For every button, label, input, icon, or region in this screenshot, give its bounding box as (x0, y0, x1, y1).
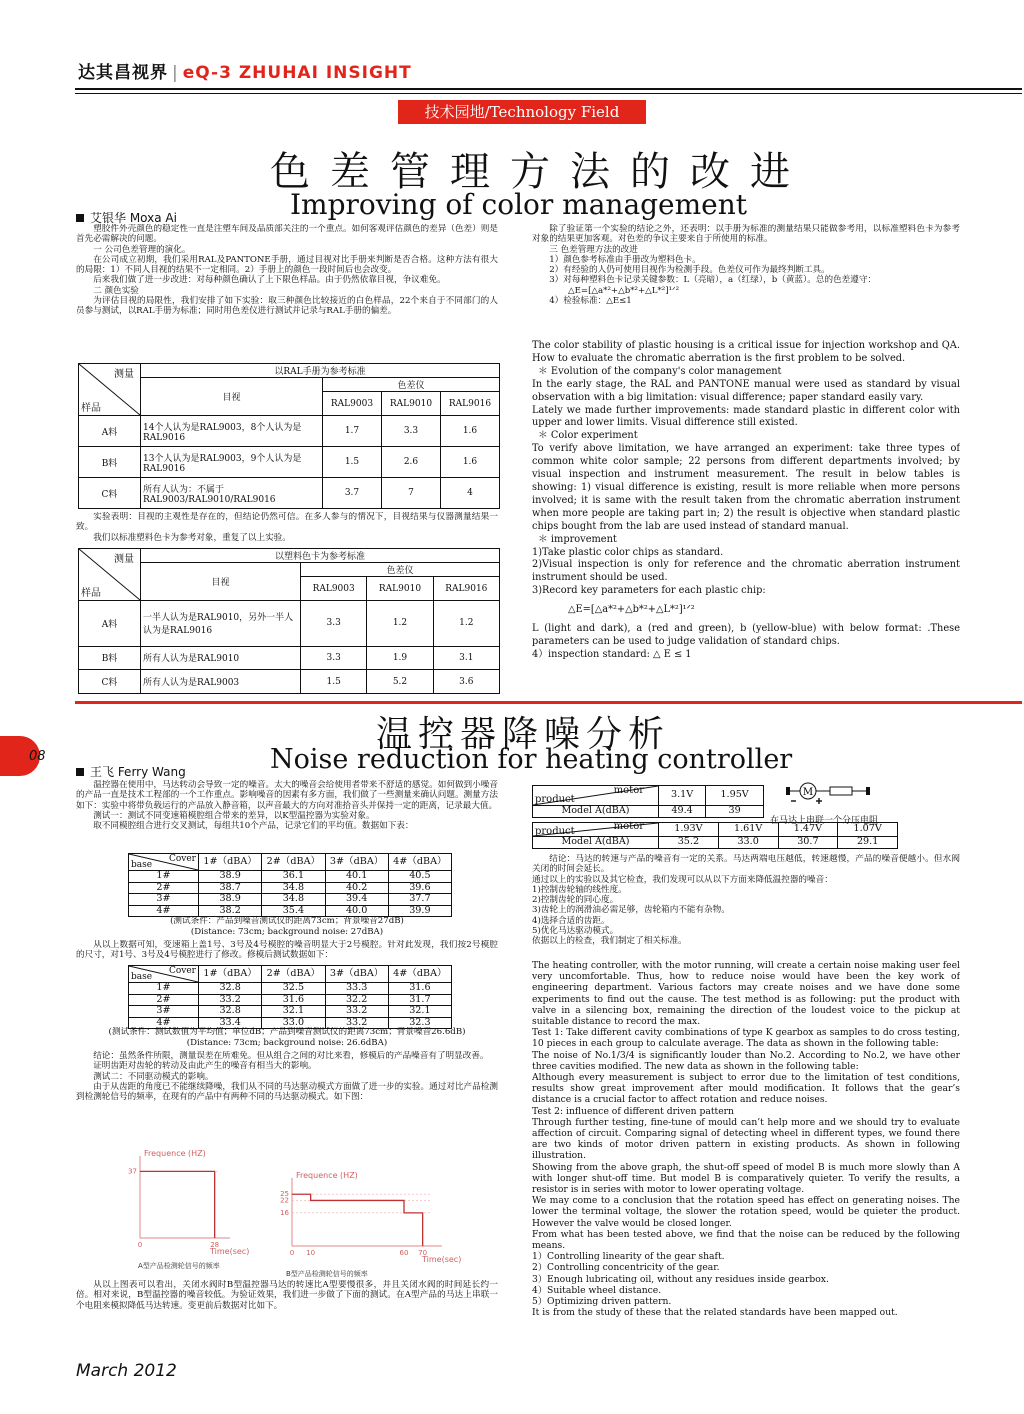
table-row (129, 882, 452, 894)
series-line (292, 1194, 423, 1246)
row-label: 3# (129, 1006, 199, 1018)
paragraph: 除了验证第一个实验的结论之外，还表明：以手册为标准的测量结果只能做参考用，以标准塑料色卡为参考对象的结果更加客观。对色差的争议主要来自于所使用的标准。 (532, 224, 960, 245)
row-label: 1# (129, 871, 199, 883)
visual-cell: 所有人认为是RAL9010 (141, 646, 301, 670)
table-row (129, 894, 452, 906)
corner-bottom-label: product (535, 825, 575, 837)
value-cell: 1.6 (441, 447, 500, 478)
row-label: 2# (129, 994, 199, 1006)
terminal-right (866, 787, 870, 795)
corner-top-label: 测量 (114, 369, 134, 380)
row-label: 3# (129, 894, 199, 906)
list-item: 4）Suitable wheel distance. (532, 1284, 662, 1296)
x-tick-label: 10 (306, 1249, 316, 1257)
header-rule-thin (75, 93, 1022, 94)
article2-cn-left-4 (76, 1280, 498, 1324)
paragraph: 实验表明：目视的主观性是存在的，但结论仍然可信。在多人参与的情况下，目视结果与仪器测量结果一致。 (76, 512, 498, 533)
row-label: 2# (129, 882, 199, 894)
corner-top-label: Cover (168, 966, 196, 976)
article2-cn-left-1 (76, 780, 498, 852)
paragraph: To verify above limitation, we have arranged an experiment: take three types of common white color sample; 22 persons from different departments involved; by visual inspection and instrument measurement. The result in below tables is showing: 1) visual difference is existing, result is more reliable when more persons involved; it is same with the result taken from the chromatic aberration instrument when more people are taking part in; 2) the result is objective when standard plastic chips bought from the lab are used instead of standard manual. (532, 443, 960, 532)
x-axis-label: Time(sec) (422, 1255, 462, 1264)
visual-cell: 14个人认为是RAL9003，8个人认为是RAL9016 (141, 416, 323, 447)
value-cell: 32.1 (388, 1006, 451, 1018)
value-cell: 39.4 (325, 894, 388, 906)
x-tick-label: 0 (137, 1241, 143, 1249)
value-cell: 33.0 (718, 837, 778, 849)
value-cell: 38.2 (199, 905, 262, 917)
value-cell: 33.4 (199, 1017, 262, 1029)
list-item: 3)Record key parameters for each plastic chip: (532, 585, 766, 597)
heading: ＊ Color experiment (538, 430, 638, 442)
value-cell: 33.0 (262, 1017, 325, 1029)
note-a-cn: (测试条件：产品到噪音测试仪的距离73cm；背景噪音27dB) (170, 916, 404, 926)
col-header: 3#（dBA） (325, 854, 388, 871)
heading: 一 公司色差管理的演化。 (93, 244, 191, 255)
corner-bottom-label: 样品 (81, 588, 101, 599)
meter-header: 色差仪 (301, 563, 500, 577)
x-tick-label: 60 (399, 1249, 409, 1257)
header-divider: | (172, 63, 179, 83)
paragraph: Test 2: influence of different driven pattern (532, 1105, 734, 1117)
value-cell: 33.2 (325, 1006, 388, 1018)
note-a-en: (Distance: 73cm; background noise: 27dBA) (190, 927, 384, 937)
article2-cn-left-2 (76, 940, 498, 964)
article2-title-en: Noise reduction for heating controller (270, 744, 793, 775)
col-header: 1#（dBA） (199, 966, 262, 983)
visual-cell: 一半人认为是RAL9010，另外一半人认为是RAL9016 (141, 601, 301, 647)
paragraph: 后来我们做了进一步改进：对每种颜色确认了上下限色样品。由于仍然依靠目视，争议难免。 (93, 275, 446, 286)
col-header: 1.07V (838, 823, 898, 837)
group-header: 以塑料色卡为参考标准 (141, 549, 500, 563)
table-row (533, 837, 898, 849)
chart-caption: B型产品检测轮信号的频率 (286, 1270, 368, 1278)
article1-title-cn: 色差管理方法的改进 (270, 149, 810, 195)
value-cell: 5.2 (367, 670, 433, 694)
meter-header: 色差仪 (323, 378, 500, 392)
value-cell: 1.5 (323, 447, 382, 478)
list-item: 1）Controlling linearity of the gear shaft. (532, 1251, 725, 1263)
value-cell: 39 (706, 806, 764, 818)
magazine-header (78, 58, 778, 82)
article2-title-cn: 温控器降噪分析 (376, 714, 671, 755)
table-row (129, 905, 452, 917)
table-ral-manual (78, 363, 500, 509)
table-voltage-1 (532, 785, 764, 818)
visual-cell: 所有人认为是RAL9003 (141, 670, 301, 694)
table-corner (129, 966, 199, 983)
value-cell: 38.7 (199, 882, 262, 894)
y-tick-label: 16 (280, 1208, 289, 1217)
header-rule (75, 88, 1022, 90)
formula: △E=[△a*²+△b*²+△L*²]¹ᐟ² (568, 604, 695, 616)
col-header: RAL9016 (441, 392, 500, 416)
article2-author: 王飞 Ferry Wang (76, 763, 186, 780)
value-cell: 40.1 (325, 871, 388, 883)
article2-en-right (532, 960, 960, 1324)
article-divider (75, 701, 1022, 704)
value-cell: 3.6 (433, 670, 499, 694)
table-row (129, 871, 452, 883)
y-tick-label: 25 (280, 1190, 289, 1199)
paragraph: 由于从齿距的角度已不能继续降噪，我们从不同的马达驱动模式方面做了进一步的实验。通过对比产品检测到检测轮信号的频率，在现有的产品中有两种不同的马达驱动模式。如下图： (76, 1081, 498, 1103)
brand-cn: 达其昌视界 (78, 63, 168, 83)
value-cell: 32.3 (388, 1017, 451, 1029)
issue-date: March 2012 (76, 1361, 177, 1381)
x-axis-label: Time(sec) (210, 1247, 250, 1256)
sample-cell: A料 (79, 416, 141, 447)
list-item: 2）Controlling concentricity of the gear. (532, 1262, 720, 1274)
row-label: Model A(dBA) (533, 837, 659, 849)
value-cell: 32.5 (262, 983, 325, 995)
paragraph: 结论：马达的转速与产品的噪音有一定的关系。马达两端电压越低，转速越慢，产品的噪音便越小。但水阀关闭的时间会延长。 (532, 854, 960, 875)
value-cell: 39.6 (388, 882, 451, 894)
paragraph: Showing from the above graph, the shut-off speed of model B is much more slowly than A with longer shut-off time. But model B is comparatively quieter. To verify the results, a resistor is in series with motor to lower operating voltage. (532, 1161, 960, 1196)
article2-cn-left-3 (76, 1051, 498, 1135)
table-row (79, 646, 500, 670)
corner-top-label: motor (613, 785, 644, 796)
value-cell: 3.3 (382, 416, 441, 447)
paragraph: 取不同模腔组合进行交叉测试，每组共10个产品，记录它们的平均值。数据如下表： (93, 821, 414, 832)
table-plastic-chip (78, 548, 500, 694)
paragraph: 结论：虽然条件所限，测量误差在所难免。但从组合之间的对比来看，修模后的产品噪音有了明显改善。 (93, 1051, 489, 1061)
value-cell: 40.0 (325, 905, 388, 917)
paragraph: L (light and dark), a (red and green), b (yellow-blue) with below format: .These parameters can be used to judge validation of standard chips. (532, 623, 960, 647)
note-b-en: (Distance: 73cm; background noise: 26.6dBA) (186, 1038, 388, 1048)
paragraph: The color stability of plastic housing is a critical issue for injection workshop and QA. How to evaluate the chromatic aberration is the first problem to be solved. (532, 340, 960, 364)
resistor-icon (830, 787, 852, 795)
paragraph: The noise of No.1/3/4 is significantly louder than No.2. According to No.2, we have other three cavities modified. The new data as shown in the following table: (532, 1049, 960, 1072)
row-label: 4# (129, 1017, 199, 1029)
value-cell: 1.5 (301, 670, 367, 694)
value-cell: 40.5 (388, 871, 451, 883)
x-tick-label: 28 (210, 1241, 220, 1249)
value-cell: 38.9 (199, 894, 262, 906)
value-cell: 31.7 (388, 994, 451, 1006)
table-row (129, 994, 452, 1006)
article1-cn-right (532, 224, 960, 336)
list-item: 4）检验标准：△E≤1 (549, 296, 632, 307)
heading: 二 颜色实验 (93, 285, 139, 296)
formula: △E=[△a*²+△b*²+△L*²]¹ᐟ² (568, 285, 680, 296)
x-tick-label: 70 (418, 1249, 428, 1257)
table-row (79, 670, 500, 694)
table-row (79, 601, 500, 647)
visual-header: 目视 (141, 563, 301, 601)
paragraph: 依据以上的检查，我们制定了相关标准。 (532, 936, 687, 947)
value-cell: 35.4 (262, 905, 325, 917)
value-cell: 31.6 (262, 994, 325, 1006)
paragraph: 通过以上的实验以及其它检查，我们发现可以从以下方面来降低温控器的噪音： (532, 874, 833, 885)
paragraph: In the early stage, the RAL and PANTONE manual were used as standard by visual observation with a big limitation: visual difference; paper standard easily vary. (532, 378, 960, 403)
paragraph: 温控器在使用中，马达转动会导致一定的噪音。太大的噪音会给使用者带来不舒适的感觉。如何做到小噪音的产品一直是技术工程部的一个工作重点。影响噪音的因素有多方面，我们做了一些测量来确认问题。测量方法如下：实验中将带负载运行的产品放入静音箱，以声音最大的方向对准拾音头并保持一定的距离，记录最大值。 (76, 780, 498, 811)
list-item: 2)控制齿轮的同心度。 (532, 895, 619, 906)
sample-cell: B料 (79, 447, 141, 478)
value-cell: 29.1 (838, 837, 898, 849)
section-banner: 技术园地/Technology Field (398, 100, 646, 124)
list-item: 2)Visual inspection is only for reference and the chromatic aberration instrument instrument should be used. (532, 559, 960, 584)
circuit-diagram (770, 779, 930, 826)
article1-cn-left-1 (76, 224, 498, 360)
paragraph: 测试一：测试不同变速箱模腔组合带来的差异，以K型温控器为实验对象。 (93, 810, 375, 821)
value-cell: 32.8 (199, 983, 262, 995)
table-row (79, 416, 500, 447)
motor-resistor-circuit-icon (770, 779, 930, 809)
paragraph: Although every measurement is subject to error due to the limitation of test conditions, results show great improvement after mould modification. It follows that the gear’s distance is a crucial factor to affect rotation and reduce noises. (532, 1072, 960, 1106)
article1-author: 艾银华 Moxa Ai (76, 209, 177, 226)
col-header: RAL9003 (323, 392, 382, 416)
table-corner (79, 364, 141, 416)
y-axis-label: Frequence (HZ) (144, 1149, 206, 1158)
col-header: 2#（dBA） (262, 854, 325, 871)
note-b-cn: (测试条件：测试数值为平均值；单位dB；产品到噪音测试仪的距离73cm；背景噪音26.6dB) (108, 1027, 466, 1037)
col-header: 1.61V (718, 823, 778, 837)
paragraph: Through further testing, fine-tune of mould can’t help more and we should try to evaluate affection of circuit. Comparing signal of detecting wheel in different types, we found there are two kinds of motor driven pattern in existing products. As shown in following illustration. (532, 1116, 960, 1162)
col-header: 1.93V (659, 823, 719, 837)
table-corner (79, 549, 141, 601)
paragraph: 证明齿距对齿轮的转动及由此产生的噪音有相当大的影响。 (93, 1061, 317, 1072)
value-cell: 34.8 (262, 882, 325, 894)
col-header: 2#（dBA） (262, 966, 325, 983)
list-item: 3)齿轮上的润滑油必需足够，齿轮箱内不能有杂物。 (532, 905, 730, 916)
article1-title-en: Improving of color management (290, 188, 748, 221)
col-header: 1.95V (706, 786, 764, 806)
visual-cell: 所有人认为：不属于RAL9003/RAL9010/RAL9016 (141, 478, 323, 509)
list-item: 1）颜色参考标准由手册改为塑料色卡。 (549, 254, 701, 265)
paragraph: 为评估目视的局限性，我们安排了如下实验：取三种颜色比较接近的白色样品，22个来自于不同部门的人员参与测试，以RAL手册为标准；同时用色差仪进行测试并记录与RAL手册的偏差。 (76, 296, 498, 317)
col-header: RAL9016 (433, 577, 499, 601)
group-header: 以RAL手册为参考标准 (141, 364, 500, 378)
row-label: 1# (129, 983, 199, 995)
article2-cn-right (532, 854, 960, 958)
col-header: 3.1V (659, 786, 706, 806)
col-header: 4#（dBA） (388, 966, 451, 983)
value-cell: 31.6 (388, 983, 451, 995)
col-header: 1#（dBA） (199, 854, 262, 871)
terminal-left (786, 787, 790, 795)
list-item: 4)选择合适的齿距。 (532, 915, 610, 926)
col-header: RAL9010 (367, 577, 433, 601)
value-cell: 3.3 (301, 646, 367, 670)
heading: 三 色差管理方法的改进 (549, 244, 638, 255)
corner-bottom-label: base (131, 859, 153, 870)
list-item: 3）Enough lubricating oil, without any residues inside gearbox. (532, 1273, 829, 1285)
paragraph: Test 1: Take different cavity combinations of type K gearbox as samples to do cross testing, 10 pieces in each group to calculate average. The data as shown in the following table: (532, 1027, 960, 1050)
chart-model-b (266, 1146, 466, 1278)
y-tick-label: 37 (128, 1167, 137, 1176)
corner-top-label: Cover (168, 854, 196, 864)
paragraph: We may come to a conclusion that the rotation speed has effect on generating noises. The lower the terminal voltage, the slower the rotation speed, would be quieter the product. However the valve would be closed longer. (532, 1195, 960, 1229)
value-cell: 37.7 (388, 894, 451, 906)
list-item: 1)Take plastic color chips as standard. (532, 546, 724, 558)
paragraph: 在公司成立初期，我们采用RAL及PANTONE手册，通过目视对比手册来判断是否合格。这种方法有很大的局限：1）不同人目视的结果不一定相同。2）手册上的颜色一段时间后也会改变。 (76, 254, 498, 276)
table-row (129, 983, 452, 995)
corner-bottom-label: product (535, 793, 575, 805)
sample-cell: C料 (79, 670, 141, 694)
list-item: 4）inspection standard: △ E ≤ 1 (532, 648, 692, 660)
motor-label: M (802, 787, 814, 798)
value-cell: 36.1 (262, 871, 325, 883)
value-cell: 35.2 (659, 837, 719, 849)
visual-header: 目视 (141, 378, 323, 416)
heading: ＊ Evolution of the company's color management (538, 365, 782, 377)
row-label: 4# (129, 905, 199, 917)
series-line (140, 1171, 215, 1238)
value-cell: 3.1 (433, 646, 499, 670)
col-header: RAL9010 (382, 392, 441, 416)
corner-top-label: motor (613, 821, 644, 832)
table-corner (533, 786, 659, 806)
list-item: 2）有经验的人仍可使用目视作为检测手段。色差仪可作为最终判断工具。 (549, 265, 830, 276)
paragraph: The heating controller, with the motor running, will create a certain noise making user feel very uncomfortable. Thus, how to reduce noise would have been the key work of engineering department. Various factors may create noises and we have done some experiments to find out the cause. The test method is as following: put the product with valve in a silencing box, remaining the direction of the loudest voice to the pickup at suitable distance to record the max. (532, 960, 960, 1028)
value-cell: 40.2 (325, 882, 388, 894)
paragraph: 从以上数据可知，变速箱上盖1号、3号及4号模腔的噪音明显大于2号模腔。针对此发现，我们按2号模腔的尺寸，对1号、3号及4号模腔进行了修改。修模后测试数据如下： (76, 940, 498, 961)
value-cell: 2.6 (382, 447, 441, 478)
col-header: RAL9003 (301, 577, 367, 601)
value-cell: 1.7 (323, 416, 382, 447)
value-cell: 49.4 (659, 806, 706, 818)
value-cell: 1.2 (433, 601, 499, 647)
value-cell: 30.7 (778, 837, 838, 849)
value-cell: 1.2 (367, 601, 433, 647)
value-cell: 7 (382, 478, 441, 509)
circuit-caption: 在马达上串联一个分压电阻 (770, 816, 879, 826)
value-cell: 38.9 (199, 871, 262, 883)
paragraph: From what has been tested above, we find that the noise can be reduced by the following means. (532, 1228, 960, 1252)
table-corner (533, 823, 659, 837)
col-header: 3#（dBA） (325, 966, 388, 983)
value-cell: 3.7 (323, 478, 382, 509)
table-row (79, 478, 500, 509)
brand-en: eQ-3 ZHUHAI INSIGHT (182, 63, 412, 83)
paragraph: It is from the study of these that the related standards have been mapped out. (532, 1307, 898, 1319)
col-header: 4#（dBA） (388, 854, 451, 871)
article1-cn-left-2 (76, 512, 498, 546)
chart-caption: A型产品检测轮信号的频率 (138, 1262, 220, 1270)
y-axis-label: Frequence (HZ) (296, 1171, 358, 1180)
value-cell: 39.9 (388, 905, 451, 917)
table-row (129, 1006, 452, 1018)
value-cell: 3.3 (301, 601, 367, 647)
value-cell: 32.8 (199, 1006, 262, 1018)
table-corner (129, 854, 199, 871)
sample-cell: A料 (79, 601, 141, 647)
value-cell: 1.9 (367, 646, 433, 670)
chart-b-svg (266, 1146, 466, 1278)
col-header: 1.47V (778, 823, 838, 837)
value-cell: 4 (441, 478, 500, 509)
value-cell: 32.1 (262, 1006, 325, 1018)
visual-cell: 13个人认为是RAL9003，9个人认为是RAL9016 (141, 447, 323, 478)
list-item: 3）对每种塑料色卡记录关键参数：L（亮暗），a（红绿），b（黄蓝）。总的色差遵守： (549, 275, 877, 286)
value-cell: 33.2 (199, 994, 262, 1006)
heading: ＊ improvement (538, 533, 617, 545)
corner-bottom-label: 样品 (81, 403, 101, 414)
table-noise-before (128, 853, 452, 917)
value-cell: 33.3 (325, 983, 388, 995)
value-cell: 33.2 (325, 1017, 388, 1029)
table-noise-after (128, 965, 452, 1029)
article1-en-right (532, 340, 960, 692)
paragraph: 从以上图表可以看出，关闭水阀时B型温控器马达的转速比A型要慢很多，并且关闭水阀的时间延长约一倍。相对来说，B型温控器的噪音较低。为验证效果，我们进一步做了下面的测试。在A型产品的马达上串联一个电阻来模拟降低马达转速。变更前后数据对比如下。 (76, 1280, 498, 1311)
value-cell: 34.8 (262, 894, 325, 906)
sample-cell: C料 (79, 478, 141, 509)
table-row (79, 447, 500, 478)
corner-bottom-label: base (131, 971, 153, 982)
page-number: 08 (29, 749, 46, 764)
value-cell: 32.2 (325, 994, 388, 1006)
paragraph: Lately we made further improvements: made standard plastic in different color with upper and lower limits. Visual difference still existed. (532, 404, 960, 429)
table-row (533, 806, 764, 818)
row-label: Model A(dBA) (533, 806, 659, 818)
paragraph: 测试二：不同驱动模式的影响。 (93, 1071, 214, 1082)
value-cell: 1.6 (441, 416, 500, 447)
list-item: 5）Optimizing driven pattern. (532, 1296, 672, 1308)
y-tick-label: 22 (280, 1196, 289, 1205)
paragraph: 我们以标准塑料色卡为参考对象，重复了以上实验。 (93, 532, 291, 543)
x-tick-label: 0 (289, 1249, 295, 1257)
list-item: 5)优化马达驱动模式。 (532, 926, 619, 937)
corner-top-label: 测量 (114, 554, 134, 565)
paragraph: 塑胶件外壳颜色的稳定性一直是注塑车间及品质部关注的一个重点。如何客观评估颜色的差异（色差）则是首先必需解决的问题。 (76, 224, 498, 245)
list-item: 1)控制齿轮轴的线性度。 (532, 884, 627, 895)
sample-cell: B料 (79, 646, 141, 670)
